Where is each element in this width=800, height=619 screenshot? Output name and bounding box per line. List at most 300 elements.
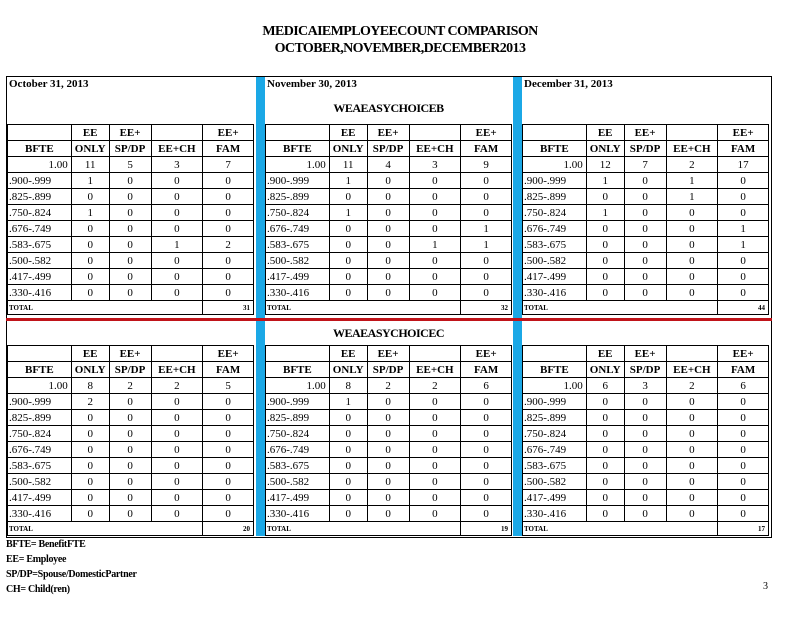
bfte-range: .417-.499 [8, 269, 72, 285]
count-cell: 0 [586, 394, 624, 410]
bfte-range: 1.00 [266, 378, 330, 394]
bfte-range: .583-.675 [266, 458, 330, 474]
table-row [266, 205, 512, 221]
count-cell: 1 [151, 237, 203, 253]
header-fam-2: FAM [718, 141, 769, 157]
count-cell: 3 [409, 157, 461, 173]
table-row [266, 426, 512, 442]
header-row-bottom [8, 141, 254, 157]
table-row [266, 506, 512, 522]
count-cell: 0 [409, 253, 461, 269]
count-cell: 0 [329, 474, 367, 490]
count-cell: 0 [461, 189, 512, 205]
count-cell: 0 [109, 221, 151, 237]
header-ee: EE [71, 125, 109, 141]
count-table [265, 124, 512, 315]
count-cell: 8 [329, 378, 367, 394]
count-cell: 0 [586, 426, 624, 442]
bfte-range: .500-.582 [523, 253, 587, 269]
table-row [523, 285, 769, 301]
count-cell: 0 [409, 458, 461, 474]
count-cell: 7 [203, 157, 254, 173]
count-cell: 0 [367, 173, 409, 189]
table-row [8, 205, 254, 221]
bfte-range: .676-.749 [8, 221, 72, 237]
legend-item: CH= Child(ren) [6, 584, 70, 595]
count-cell: 0 [409, 426, 461, 442]
count-cell: 0 [624, 394, 666, 410]
count-cell: 0 [203, 189, 254, 205]
header-fam-2: FAM [203, 141, 254, 157]
bfte-range: .676-.749 [8, 442, 72, 458]
header-ee: EE [329, 125, 367, 141]
count-cell: 1 [666, 189, 718, 205]
total-row [266, 522, 512, 536]
count-cell: 12 [586, 157, 624, 173]
count-cell: 0 [71, 221, 109, 237]
bfte-range: .676-.749 [266, 442, 330, 458]
count-cell: 1 [71, 173, 109, 189]
count-cell: 1 [586, 205, 624, 221]
count-cell: 0 [367, 205, 409, 221]
count-cell: 0 [718, 285, 769, 301]
count-cell: 0 [624, 410, 666, 426]
legend-item: SP/DP=Spouse/DomesticPartner [6, 569, 137, 580]
header-ee-ch: EE+CH [409, 141, 461, 157]
count-cell: 0 [109, 269, 151, 285]
header-row-top [8, 125, 254, 141]
header-row-top [266, 125, 512, 141]
table-row [8, 221, 254, 237]
count-cell: 0 [624, 173, 666, 189]
count-cell: 0 [666, 253, 718, 269]
header-fam-2: FAM [718, 362, 769, 378]
count-cell: 0 [109, 394, 151, 410]
total-label: TOTAL [266, 522, 461, 536]
table-row [523, 458, 769, 474]
count-cell: 0 [666, 285, 718, 301]
bfte-range: .417-.499 [8, 490, 72, 506]
count-cell: 0 [367, 490, 409, 506]
count-cell: 0 [109, 410, 151, 426]
bfte-range: .500-.582 [8, 474, 72, 490]
count-cell: 0 [151, 442, 203, 458]
count-cell: 0 [461, 410, 512, 426]
count-cell: 0 [151, 205, 203, 221]
count-cell: 0 [586, 237, 624, 253]
count-cell: 0 [367, 442, 409, 458]
legend-item: EE= Employee [6, 554, 67, 565]
legend-item: BFTE= BenefitFTE [6, 539, 86, 550]
bfte-range: .583-.675 [523, 237, 587, 253]
header-fam: EE+ [203, 346, 254, 362]
count-cell: 0 [203, 269, 254, 285]
count-cell: 0 [203, 221, 254, 237]
count-cell: 0 [203, 173, 254, 189]
bfte-range: .583-.675 [266, 237, 330, 253]
count-cell: 0 [666, 458, 718, 474]
count-cell: 6 [586, 378, 624, 394]
header-bfte: BFTE [266, 362, 330, 378]
count-cell: 0 [718, 474, 769, 490]
count-cell: 1 [329, 394, 367, 410]
count-cell: 0 [586, 442, 624, 458]
count-cell: 6 [461, 378, 512, 394]
table-row [523, 490, 769, 506]
count-cell: 0 [409, 474, 461, 490]
count-cell: 0 [203, 253, 254, 269]
total-label: TOTAL [523, 522, 718, 536]
count-cell: 0 [624, 426, 666, 442]
count-cell: 0 [71, 253, 109, 269]
count-table [7, 124, 254, 315]
table-row [8, 506, 254, 522]
count-cell: 0 [109, 442, 151, 458]
count-cell: 0 [624, 490, 666, 506]
table-row [523, 442, 769, 458]
table-row [8, 253, 254, 269]
count-cell: 0 [71, 269, 109, 285]
count-cell: 0 [203, 410, 254, 426]
count-cell: 0 [151, 253, 203, 269]
count-cell: 0 [203, 426, 254, 442]
header-bfte: BFTE [8, 362, 72, 378]
count-cell: 2 [409, 378, 461, 394]
header-row-top [266, 346, 512, 362]
header-ee-ch: EE+CH [151, 362, 203, 378]
page-number: 3 [763, 581, 768, 592]
count-cell: 0 [718, 506, 769, 522]
header-sp: EE+ [367, 346, 409, 362]
table-row [266, 474, 512, 490]
panel-s0-1 [265, 77, 512, 315]
count-cell: 0 [151, 221, 203, 237]
count-cell: 0 [718, 458, 769, 474]
header-sp: EE+ [109, 346, 151, 362]
count-cell: 0 [329, 506, 367, 522]
count-cell: 0 [329, 237, 367, 253]
count-cell: 0 [109, 285, 151, 301]
table-row [523, 157, 769, 173]
count-cell: 0 [624, 205, 666, 221]
report-subtitle: OCTOBER,NOVEMBER,DECEMBER2013 [274, 41, 526, 56]
count-cell: 0 [151, 394, 203, 410]
bfte-range: .900-.999 [266, 173, 330, 189]
header-row-bottom [266, 141, 512, 157]
count-cell: 0 [151, 458, 203, 474]
count-cell: 0 [203, 506, 254, 522]
header-sp: EE+ [109, 125, 151, 141]
bfte-range: .750-.824 [8, 205, 72, 221]
header-fam-2: FAM [203, 362, 254, 378]
count-cell: 2 [151, 378, 203, 394]
header-sp-dp: SP/DP [367, 362, 409, 378]
count-cell: 0 [586, 269, 624, 285]
count-cell: 0 [461, 394, 512, 410]
table-row [266, 458, 512, 474]
count-cell: 0 [586, 410, 624, 426]
count-cell: 0 [329, 253, 367, 269]
count-cell: 0 [203, 458, 254, 474]
count-cell: 0 [71, 506, 109, 522]
count-cell: 0 [586, 474, 624, 490]
table-row [266, 378, 512, 394]
count-cell: 0 [367, 269, 409, 285]
total-value: 44 [718, 301, 769, 315]
header-sp: EE+ [624, 125, 666, 141]
bfte-range: .750-.824 [8, 426, 72, 442]
count-cell: 0 [461, 442, 512, 458]
bfte-range: .330-.416 [266, 506, 330, 522]
header-row-top [8, 346, 254, 362]
plan-name [522, 92, 769, 124]
bfte-range: 1.00 [8, 157, 72, 173]
count-cell: 0 [109, 474, 151, 490]
panel-s1-1 [265, 321, 512, 536]
count-cell: 0 [461, 269, 512, 285]
header-sp-dp: SP/DP [367, 141, 409, 157]
count-cell: 0 [666, 426, 718, 442]
count-cell: 0 [329, 269, 367, 285]
count-cell: 0 [409, 173, 461, 189]
table-row [8, 237, 254, 253]
header-sp-dp: SP/DP [109, 141, 151, 157]
bfte-range: .825-.899 [266, 410, 330, 426]
count-cell: 0 [461, 285, 512, 301]
header-bfte: BFTE [266, 141, 330, 157]
count-cell: 0 [71, 189, 109, 205]
count-cell: 0 [109, 205, 151, 221]
count-cell: 17 [718, 157, 769, 173]
count-cell: 5 [203, 378, 254, 394]
count-cell: 0 [718, 410, 769, 426]
column-divider-right [513, 77, 522, 536]
header-ee-ch: EE+CH [151, 141, 203, 157]
table-row [8, 394, 254, 410]
header-row-bottom [266, 362, 512, 378]
plan-name [7, 92, 254, 124]
bfte-range: .750-.824 [523, 205, 587, 221]
count-cell: 0 [329, 458, 367, 474]
table-row [266, 490, 512, 506]
count-cell: 0 [718, 205, 769, 221]
count-cell: 8 [71, 378, 109, 394]
total-row [8, 301, 254, 315]
table-row [266, 285, 512, 301]
count-cell: 0 [409, 410, 461, 426]
count-cell: 0 [367, 189, 409, 205]
count-cell: 0 [666, 506, 718, 522]
count-cell: 0 [367, 506, 409, 522]
count-cell: 0 [586, 189, 624, 205]
table-row [266, 253, 512, 269]
bfte-range: .825-.899 [523, 410, 587, 426]
header-sp: EE+ [624, 346, 666, 362]
count-cell: 0 [151, 426, 203, 442]
table-row [8, 458, 254, 474]
bfte-range: .417-.499 [266, 490, 330, 506]
bfte-range: .900-.999 [523, 394, 587, 410]
bfte-range: .500-.582 [523, 474, 587, 490]
bfte-range: .825-.899 [8, 410, 72, 426]
header-ee-only: ONLY [329, 141, 367, 157]
count-cell: 0 [666, 442, 718, 458]
count-cell: 0 [718, 269, 769, 285]
bfte-range: .900-.999 [266, 394, 330, 410]
table-row [266, 410, 512, 426]
table-row [266, 157, 512, 173]
header-ee: EE [586, 125, 624, 141]
count-cell: 1 [461, 237, 512, 253]
count-cell: 0 [718, 189, 769, 205]
header-row-top [523, 125, 769, 141]
count-cell: 0 [71, 474, 109, 490]
count-cell: 0 [624, 269, 666, 285]
count-cell: 1 [586, 173, 624, 189]
count-table [522, 345, 769, 536]
header-ee-ch: EE+CH [666, 362, 718, 378]
count-cell: 0 [109, 458, 151, 474]
count-cell: 0 [109, 253, 151, 269]
total-row [523, 522, 769, 536]
table-row [523, 205, 769, 221]
count-cell: 0 [203, 394, 254, 410]
count-cell: 0 [409, 189, 461, 205]
count-cell: 0 [151, 173, 203, 189]
table-row [523, 173, 769, 189]
table-row [266, 189, 512, 205]
count-cell: 0 [367, 285, 409, 301]
count-cell: 0 [718, 394, 769, 410]
count-cell: 0 [718, 426, 769, 442]
count-cell: 1 [329, 205, 367, 221]
count-cell: 2 [367, 378, 409, 394]
header-bfte: BFTE [523, 141, 587, 157]
bfte-range: .417-.499 [523, 490, 587, 506]
count-cell: 0 [151, 269, 203, 285]
bfte-range: .500-.582 [8, 253, 72, 269]
table-row [523, 269, 769, 285]
total-row [8, 522, 254, 536]
header-ee: EE [71, 346, 109, 362]
count-cell: 0 [624, 189, 666, 205]
count-cell: 0 [461, 506, 512, 522]
total-value: 17 [718, 522, 769, 536]
count-cell: 0 [624, 474, 666, 490]
bfte-range: .583-.675 [523, 458, 587, 474]
table-row [523, 253, 769, 269]
count-cell: 0 [109, 506, 151, 522]
panel-date: December 31, 2013 [524, 78, 613, 90]
table-row [8, 410, 254, 426]
bfte-range: .676-.749 [523, 221, 587, 237]
section-divider [6, 318, 772, 321]
bfte-range: .900-.999 [8, 173, 72, 189]
header-bfte: BFTE [523, 362, 587, 378]
plan-name [7, 321, 254, 345]
table-row [8, 189, 254, 205]
count-cell: 11 [329, 157, 367, 173]
count-cell: 0 [409, 442, 461, 458]
bfte-range: .330-.416 [523, 506, 587, 522]
count-cell: 0 [586, 506, 624, 522]
count-cell: 0 [329, 189, 367, 205]
header-ee: EE [329, 346, 367, 362]
count-cell: 0 [666, 394, 718, 410]
total-row [523, 301, 769, 315]
bfte-range: .900-.999 [523, 173, 587, 189]
count-cell: 0 [461, 205, 512, 221]
bfte-range: .500-.582 [266, 474, 330, 490]
bfte-range: .330-.416 [266, 285, 330, 301]
table-row [266, 237, 512, 253]
count-cell: 3 [624, 378, 666, 394]
count-cell: 0 [329, 410, 367, 426]
count-cell: 2 [203, 237, 254, 253]
count-cell: 2 [109, 378, 151, 394]
count-cell: 0 [666, 269, 718, 285]
bfte-range: 1.00 [523, 378, 587, 394]
count-cell: 0 [586, 221, 624, 237]
table-row [266, 221, 512, 237]
bfte-range: .750-.824 [266, 205, 330, 221]
count-cell: 0 [666, 474, 718, 490]
total-row [266, 301, 512, 315]
header-fam: EE+ [461, 346, 512, 362]
count-cell: 0 [329, 221, 367, 237]
bfte-range: .500-.582 [266, 253, 330, 269]
plan-name: WEAEASYCHOICEC [332, 326, 445, 340]
total-label: TOTAL [8, 522, 203, 536]
count-cell: 0 [586, 253, 624, 269]
header-ee-only: ONLY [586, 362, 624, 378]
bfte-range: .750-.824 [523, 426, 587, 442]
count-cell: 1 [329, 173, 367, 189]
count-cell: 0 [586, 285, 624, 301]
table-row [8, 285, 254, 301]
count-cell: 0 [151, 490, 203, 506]
panel-s0-0 [7, 77, 254, 315]
bfte-range: .750-.824 [266, 426, 330, 442]
count-cell: 0 [718, 442, 769, 458]
count-cell: 6 [718, 378, 769, 394]
total-label: TOTAL [266, 301, 461, 315]
count-cell: 0 [203, 442, 254, 458]
bfte-range: .583-.675 [8, 458, 72, 474]
total-value: 19 [461, 522, 512, 536]
count-cell: 0 [367, 458, 409, 474]
count-cell: 1 [461, 221, 512, 237]
header-row-bottom [523, 362, 769, 378]
count-cell: 0 [109, 426, 151, 442]
count-cell: 0 [666, 237, 718, 253]
count-cell: 0 [666, 490, 718, 506]
bfte-range: .825-.899 [523, 189, 587, 205]
bfte-range: .825-.899 [8, 189, 72, 205]
count-cell: 0 [71, 410, 109, 426]
bfte-range: .330-.416 [8, 285, 72, 301]
count-cell: 0 [109, 237, 151, 253]
panel-date: October 31, 2013 [9, 78, 89, 90]
header-ee-ch: EE+CH [666, 141, 718, 157]
table-row [8, 157, 254, 173]
table-row [523, 221, 769, 237]
table-row [523, 394, 769, 410]
count-cell: 0 [71, 285, 109, 301]
count-cell: 0 [367, 221, 409, 237]
count-cell: 0 [409, 285, 461, 301]
bfte-range: .417-.499 [523, 269, 587, 285]
